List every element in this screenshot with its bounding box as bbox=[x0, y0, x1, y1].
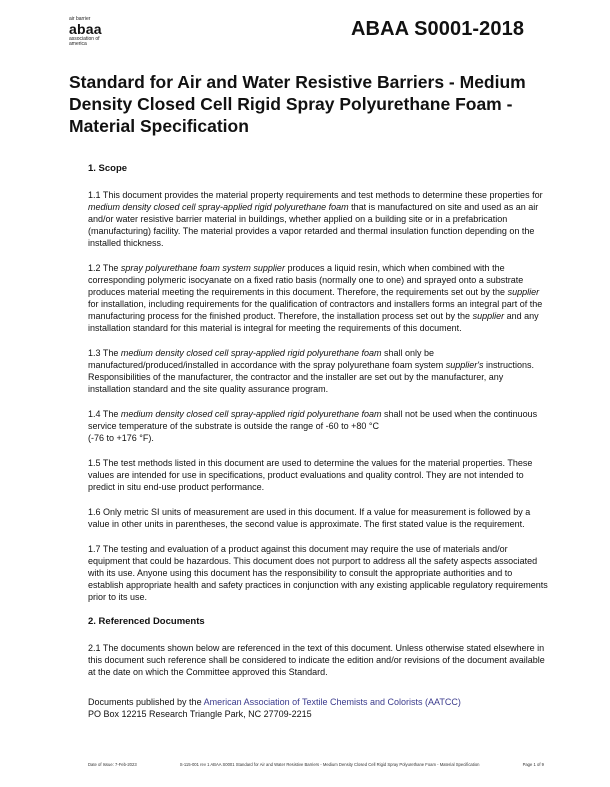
paragraph-1-3 bbox=[88, 347, 548, 395]
document-title: Standard for Air and Water Resistive Barriers - Medium Density Closed Cell Rigid Spray Polyurethane Foam - Material Specification bbox=[69, 72, 526, 136]
paragraph-1-7: 1.7 The testing and evaluation of a product against this document may require the use of materials and/or equipment that could be hazardous. This document does not purport to address all the safety aspects associated with its use. Anyone using this document has the responsibility to consult the appropriate authorities and to establish appropriate health and safety practices in conjunction with any existing applicable regulatory requirements prior to its use. bbox=[88, 544, 548, 602]
document-id: ABAA S0001-2018 bbox=[351, 18, 525, 40]
text: produces a liquid resin, which when combined with the corresponding polymeric isocyanate on a fixed ratio basis (normally one to one) and sprayed onto a substrate produces material meeting the requirements in this document. Therefore, the requirements set out by the bbox=[88, 263, 524, 297]
defined-term: medium density closed cell spray-applied rigid polyurethane foam bbox=[88, 202, 349, 212]
section-heading-scope: 1. Scope bbox=[88, 163, 128, 174]
paragraph-1-6: 1.6 Only metric SI units of measurement are used in this document. If a value for measurement is followed by a value in other units in parentheses, the second value is approximate. The first stated value is the requirement. bbox=[88, 507, 531, 529]
text: and any installation standard for this material is integral for meeting the requirements of this document. bbox=[88, 311, 539, 333]
issue-date: Date of Issue: 7-Feb-2023 bbox=[88, 762, 137, 767]
text: 1.2 The bbox=[88, 263, 121, 273]
text: shall only be manufactured/produced/installed in accordance with the spray polyurethane foam system bbox=[88, 348, 446, 370]
reference-publisher bbox=[88, 696, 548, 720]
publisher-name: American Association of Textile Chemists and Colorists (AATCC) bbox=[203, 697, 461, 707]
defined-term: medium density closed cell spray-applied rigid polyurethane foam bbox=[120, 409, 382, 419]
text: Documents published by the bbox=[88, 697, 204, 707]
text: (-76 to +176 °F). bbox=[88, 433, 154, 443]
section-heading-referenced-documents: 2. Referenced Documents bbox=[88, 616, 205, 627]
text: shall not be used when the continuous service temperature of the substrate is outside the range of -60 to +80 °C bbox=[88, 409, 538, 431]
paragraph-1-5: 1.5 The test methods listed in this document are used to determine the values for the material properties. These values are intended for use in specifications, product evaluations and quality control. They are not intended to predict in situ end-use product performance. bbox=[88, 458, 533, 492]
defined-term: spray polyurethane foam system supplier bbox=[120, 263, 285, 273]
document-body bbox=[88, 163, 548, 720]
logo-line-2: america bbox=[69, 41, 87, 47]
text: 1.3 The bbox=[88, 348, 121, 358]
abaa-logo bbox=[69, 17, 102, 47]
paragraph-2-1: 2.1 The documents shown below are referenced in the text of this document. Unless otherwise stated elsewhere in this document such reference shall be considered to indicate the edition and/or revisions of the document available at the date on which the Committee approved this Standard. bbox=[88, 643, 545, 677]
text: that is manufactured on site and used as an air and/or water resistive barrier material in buildings, whether applied on a building site or in a prefabrication (manufacturing) facility. The material provides a vapor retarded and thermal insulation function depending on the installed thickness. bbox=[88, 202, 539, 248]
paragraph-1-2 bbox=[88, 262, 548, 334]
page-footer bbox=[88, 762, 544, 767]
publisher-address: PO Box 12215 Research Triangle Park, NC 27709-2215 bbox=[88, 709, 312, 719]
defined-term: supplier's bbox=[445, 360, 484, 370]
paragraph-1-4 bbox=[88, 408, 548, 444]
defined-term: supplier bbox=[472, 311, 505, 321]
footer-document-reference: S-115-001 rev 1 ABAA S0001 Standard for Air and Water Resistive Barriers - Medium Density Closed Cell Rigid Spray Polyurethane Foam - Material Specification bbox=[179, 762, 480, 767]
text: instructions. Responsibilities of the manufacturer, the contractor and the installer are set out by the manufacturer, any installation standard and the site quality assurance program. bbox=[88, 360, 534, 394]
page-number: Page 1 of 9 bbox=[522, 762, 544, 767]
text: 1.4 The bbox=[88, 409, 121, 419]
defined-term: medium density closed cell spray-applied rigid polyurethane foam bbox=[120, 348, 382, 358]
defined-term: supplier bbox=[507, 287, 540, 297]
logo-line-1: association of bbox=[69, 36, 100, 42]
text: for installation, including requirements for the qualification of contractors and installers forms an integral part of the manufacturing process for the finished product. Therefore, the installation process set out by the bbox=[88, 299, 543, 321]
logo-brand: abaa bbox=[69, 21, 102, 37]
paragraph-1-1 bbox=[88, 189, 548, 249]
text: 1.1 This document provides the material property requirements and test methods to determine these properties for bbox=[88, 190, 543, 200]
logo-tagline: air barrier bbox=[69, 16, 91, 22]
